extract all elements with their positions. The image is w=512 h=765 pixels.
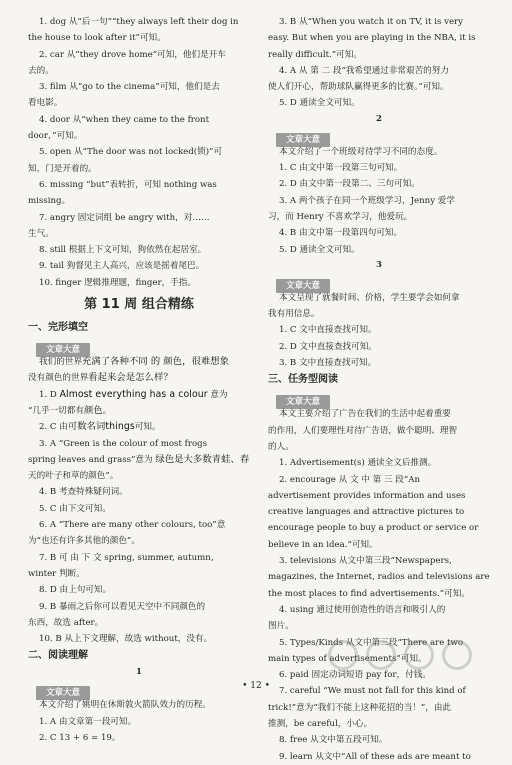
handwritten-note: 看起来会是怎么样？ (88, 372, 173, 384)
answer-line: really difficult.”可知。 (268, 49, 362, 60)
cloze-answer-line: 天的叶子和草的颜色”。 (28, 471, 119, 482)
answer-line: 3. B 文中直接查找可知。 (279, 358, 377, 369)
summary-tag: 文章大意 (276, 279, 330, 293)
answer-line: 7. careful “We must not fall for this kind of (279, 686, 466, 697)
answer-line: 4. door 从“when they came to the front (39, 114, 210, 125)
answer-line: 的作用，人们要理性对待广告语，做个聪明、理智 (268, 425, 458, 436)
week-title: 第 11 周 组合精练 (84, 297, 194, 313)
cloze-answer-line: 3. A “Green is the colour of most frogs (39, 438, 208, 449)
handwritten-note: 颜色 (83, 404, 103, 416)
answer-line: 2. C 13 + 6 = 19。 (39, 732, 121, 743)
answer-line: 1. C 文中直接查找可知。 (279, 325, 377, 336)
answer-line: 我有用信息。 (268, 309, 320, 320)
answer-line: the house to look after it”可知。 (28, 33, 166, 44)
answer-line: trick!”意为“我们不能上这种花招的当！”，由此 (268, 702, 452, 713)
watermark-circle-icon (404, 640, 434, 670)
answer-line: 5. D 通读全文可知。 (279, 98, 360, 109)
answer-line: 5. D 通读全文可知。 (279, 244, 360, 255)
vocab-answers (28, 14, 250, 291)
watermark-circle-icon (442, 640, 472, 670)
handwritten-note: 可数名词things (67, 421, 135, 433)
reading-answers (28, 697, 250, 746)
answer-line: 9. learn 从文中“All of these ads are meant to (279, 751, 471, 762)
cloze-answers (28, 387, 250, 648)
cloze-answer-line: 5. C 由下文可知。 (39, 503, 111, 514)
summary-line: 我们的世界充满了各种不同 的 颜色，很难想象 (39, 356, 230, 368)
answer-line: 本文介绍了姚明在休斯敦火箭队效力的历程。 (39, 700, 211, 711)
cloze-answer-line: 9. B 暴雨之后你可以看见天空中不同颜色的 (39, 601, 206, 612)
cloze-answer-line: 1. D Almost everything has a colour 意为 (39, 388, 228, 400)
answer-line: 本文主要介绍了广告在我们的生活中起着重要 (279, 409, 451, 420)
answer-line: 3. A 两个孩子在同一个班级学习，Jenny 爱学 (279, 195, 455, 206)
cloze-answer-line: winter 判断。 (28, 568, 85, 579)
summary-line: 没有颜色的世界看起来会是怎么样？ (28, 372, 173, 384)
answer-line: 5. Types/Kinds 从文中第三段“There are two (279, 637, 464, 648)
answer-line: 1. A 由文章第一段可知。 (39, 716, 137, 727)
answer-line: 去的。 (28, 65, 54, 76)
answer-line: 生气。 (28, 228, 54, 239)
answer-line: 4. using 通过使用创造性的语言和吸引人的 (279, 604, 446, 615)
answer-line: easy. But when you are playing in the NBA, it is (268, 33, 476, 44)
answer-line: 2. car 从“they drove home”可知，他们是开车 (39, 49, 226, 60)
answer-line: 4. A 从 第 二 段“我希望通过非常艰苦的努力 (279, 65, 449, 76)
passage-number: 3 (376, 259, 382, 270)
passage-number: 2 (376, 113, 382, 124)
watermark-circle-icon (328, 640, 358, 670)
answer-line: 9. tail 狗督见主人高兴，应该是摇着尾巴。 (39, 261, 205, 272)
answer-line: 5. open 从“The door was not locked(锁)”可 (39, 147, 223, 158)
answer-line: 3. film 从“go to the cinema”可知，他们是去 (39, 82, 220, 93)
answer-line: 4. B 由文中第一段第四句可知。 (279, 228, 403, 239)
passage-3-answers (268, 290, 490, 371)
handwritten-note: Almost everything has a colour (59, 388, 208, 400)
cloze-answer-line: 2. C 由可数名词things可知。 (39, 421, 161, 433)
answer-line: 2. encourage 从 文 中 第 三 段“An (279, 474, 420, 485)
answer-line: main types of advertisements”可知。 (268, 653, 427, 664)
section-cloze-heading: 一、完形填空 (28, 322, 88, 334)
answer-line: 1. Advertisement(s) 通读全文后推测。 (279, 458, 437, 469)
cloze-answer-line: 东西，故选 after。 (28, 617, 104, 628)
watermark-circle-icon (366, 640, 396, 670)
answer-line: 8. still 根据上下文可知，狗依然在起居室。 (39, 245, 207, 256)
answer-line: 2. D 由文中第一段第二、三句可知。 (279, 179, 420, 190)
summary-tag: 文章大意 (36, 343, 90, 357)
handwritten-note: 绿色是大多数青蛙、春 (155, 453, 250, 465)
answer-line: 3. B 从“When you watch it on TV, it is very (279, 17, 463, 27)
cloze-answer-line: 为“也还有许多其他的颜色”。 (28, 536, 140, 547)
answer-line: 使人们开心，帮助球队赢得更多的比赛。”可知。 (268, 82, 449, 93)
task-reading-answers (268, 406, 490, 765)
section-reading-heading: 二、阅读理解 (28, 650, 88, 662)
answer-line: creative languages and attractive pictures to (268, 507, 465, 518)
answer-line: 图片。 (268, 621, 294, 632)
cloze-answer-line: 6. A “There are many other colours, too”意 (39, 520, 226, 531)
watermark-logo (322, 636, 512, 696)
answer-line: 习，而 Henry 不喜欢学习，他爱玩。 (268, 211, 413, 222)
cloze-answer-line: 7. B 可 由 下 文 spring, summer, autumn, (39, 552, 214, 563)
answer-line: encourage people to buy a product or service or (268, 523, 479, 534)
answer-line: 10. finger 逻辑推理题，finger，手指。 (39, 277, 196, 288)
answer-line: the most places to find advertisements.”可知。 (268, 588, 470, 599)
cloze-answer-line: 4. B 考查特殊疑问词。 (39, 487, 128, 498)
answer-line: 的人。 (268, 441, 294, 452)
page-number: • 12 • (242, 681, 270, 691)
answer-line: advertisement provides information and uses (268, 490, 466, 501)
answer-line: believe in an idea.”可知。 (268, 539, 378, 550)
passage-number: 1 (136, 667, 142, 678)
answer-line: 知，门是开着的。 (28, 163, 97, 174)
answer-line: 本文介绍了一个班级对待学习不同的态度。 (279, 146, 443, 157)
cloze-answer-line: 8. D 由上句可知。 (39, 585, 112, 596)
summary-tag: 文章大意 (36, 686, 90, 700)
cloze-answer-line: “几乎一切都有颜色。 (28, 404, 112, 416)
answer-line: 6. paid 固定动词短语 pay for，付钱。 (279, 670, 431, 681)
answer-line: missing。 (28, 196, 71, 207)
cloze-answer-line: 10. B 从上下文理解，故选 without，没有。 (39, 634, 213, 645)
reading-answers-cont (268, 14, 490, 112)
answer-line: magazines, the Internet, radios and televisions are (268, 572, 490, 583)
summary-tag: 文章大意 (276, 395, 330, 409)
cloze-answer-line: spring leaves and grass”意为 绿色是大多数青蛙、春 (28, 453, 250, 465)
answer-line: 7. angry 固定词组 be angry with，对…… (39, 212, 210, 223)
answer-line: 推测，be careful，小心。 (268, 718, 373, 729)
left-column (28, 14, 250, 746)
answer-line: 1. dog 从“后一句”“they always left their dog in (39, 17, 239, 27)
answer-line: 6. missing “but”表转折，可知 nothing was (39, 179, 217, 190)
answer-line: door，”可知。 (28, 131, 83, 142)
handwritten-note: 充满了各种不同 的 颜色，很难想象 (81, 356, 230, 368)
answer-line: 本文呈现了就餐时间、价格，学生要学会如何拿 (279, 292, 460, 303)
answer-line: 1. C 由文中第一段第三句可知。 (279, 163, 403, 174)
answer-line: 看电影。 (28, 98, 63, 109)
passage-2-answers (268, 144, 490, 258)
summary-tag: 文章大意 (276, 133, 330, 147)
section-task-reading-heading: 三、任务型阅读 (268, 374, 338, 386)
answer-line: 2. D 文中直接查找可知。 (279, 341, 377, 352)
answer-line: 3. televisions 从文中第三段“Newspapers, (279, 556, 452, 567)
answer-line: 8. free 从文中第五段可知。 (279, 735, 388, 746)
